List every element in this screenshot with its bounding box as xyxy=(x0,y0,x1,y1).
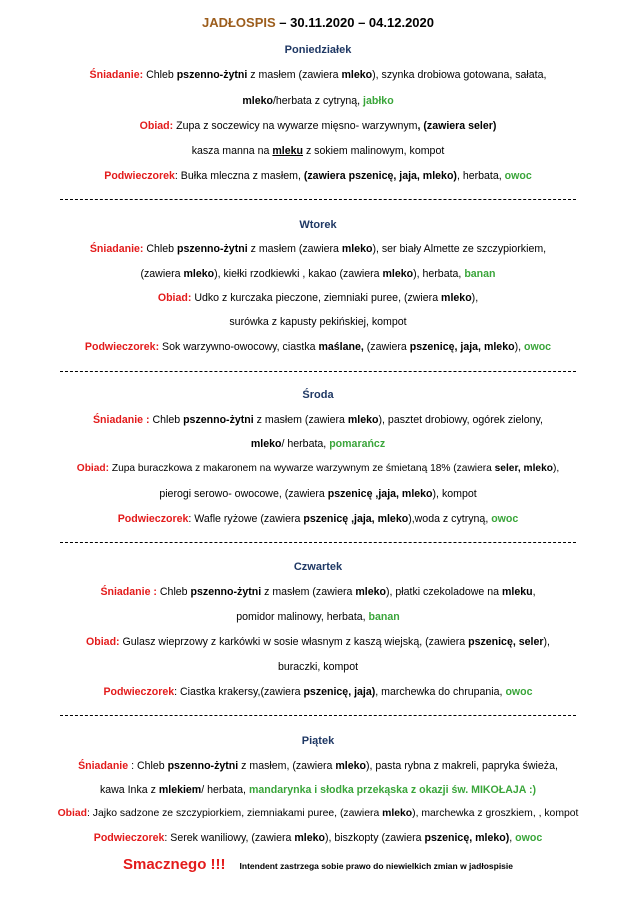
title-dates: – 30.11.2020 – 04.12.2020 xyxy=(275,15,434,30)
day-heading-wednesday: Środa xyxy=(302,389,334,401)
page-title xyxy=(0,14,636,32)
monday-lunch-line-1: Obiad: Zupa z soczewicy na wywarze mięsno- warzywnym, (zawiera seler) xyxy=(139,120,497,132)
tuesday-breakfast-line-1: Śniadanie: Chleb pszenno-żytni z masłem (zawiera mleko), ser biały Almette ze szczypiorkiem, xyxy=(89,243,547,255)
wednesday-breakfast-line-1: Śniadanie : Chleb pszenno-żytni z masłem (zawiera mleko), pasztet drobiowy, ogórek zielony, xyxy=(92,414,543,426)
thursday-breakfast-line-2: pomidor malinowy, herbata, banan xyxy=(236,611,400,623)
friday-breakfast-line-1: Śniadanie : Chleb pszenno-żytni z masłem, (zawiera mleko), pasta rybna z makreli, papryka świeża, xyxy=(78,760,558,772)
wednesday-breakfast-line-2: mleko/ herbata, pomarańcz xyxy=(250,438,386,450)
monday-snack-line: Podwieczorek: Bułka mleczna z masłem, (zawiera pszenicę, jaja, mleko), herbata, owoc xyxy=(104,170,532,182)
friday-breakfast-line-2: kawa Inka z mlekiem/ herbata, mandarynka i słodka przekąska z okazji św. MIKOŁAJA :) xyxy=(99,784,537,796)
day-heading-thursday: Czwartek xyxy=(293,561,343,573)
monday-breakfast-line-2: mleko/herbata z cytryną, jabłko xyxy=(242,95,394,107)
tuesday-lunch-line-2: surówka z kapusty pekińskiej, kompot xyxy=(229,316,407,328)
footer xyxy=(0,856,636,874)
title-brand: JADŁOSPIS xyxy=(201,15,276,30)
tuesday-snack-line: Podwieczorek: Sok warzywno-owocowy, ciastka maślane, (zawiera pszenicę, jaja, mleko), owoc xyxy=(84,341,552,353)
thursday-breakfast-line-1: Śniadanie : Chleb pszenno-żytni z masłem (zawiera mleko), płatki czekoladowe na mleku, xyxy=(100,586,536,598)
divider xyxy=(60,371,576,372)
thursday-lunch-line-2: buraczki, kompot xyxy=(277,661,359,673)
wednesday-lunch-line-2: pierogi serowo- owocowe, (zawiera pszenicę ,jaja, mleko), kompot xyxy=(159,488,477,500)
day-heading-friday: Piątek xyxy=(301,735,335,747)
footer-note: Intendent zastrzega sobie prawo do niewielkich zmian w jadłospisie xyxy=(239,861,513,871)
day-heading-tuesday: Wtorek xyxy=(299,219,337,231)
monday-lunch-line-2: kasza manna na mleku z sokiem malinowym, kompot xyxy=(191,145,445,157)
monday-breakfast-line-1: Śniadanie: Chleb pszenno-żytni z masłem (zawiera mleko), szynka drobiowa gotowana, sałata, xyxy=(89,69,547,81)
divider xyxy=(60,542,576,543)
divider xyxy=(60,199,576,200)
day-heading-monday: Poniedziałek xyxy=(284,44,352,56)
thursday-snack-line: Podwieczorek: Ciastka krakersy,(zawiera pszenicę, jaja), marchewka do chrupania, owoc xyxy=(103,686,533,698)
friday-lunch-line: Obiad: Jajko sadzone ze szczypiorkiem, ziemniakami puree, (zawiera mleko), marchewka z groszkiem, , kompot xyxy=(57,808,579,819)
wednesday-snack-line: Podwieczorek: Wafle ryżowe (zawiera pszenicę ,jaja, mleko),woda z cytryną, owoc xyxy=(117,513,519,525)
wednesday-lunch-line-1: Obiad: Zupa buraczkowa z makaronem na wywarze warzywnym ze śmietaną 18% (zawiera seler, mleko), xyxy=(76,463,560,474)
tuesday-breakfast-line-2: (zawiera mleko), kiełki rzodkiewki , kakao (zawiera mleko), herbata, banan xyxy=(140,268,496,280)
smacznego-text: Smacznego !!! xyxy=(123,856,226,873)
friday-snack-line: Podwieczorek: Serek waniliowy, (zawiera mleko), biszkopty (zawiera pszenicę, mleko), owoc xyxy=(93,832,543,844)
thursday-lunch-line-1: Obiad: Gulasz wieprzowy z karkówki w sosie własnym z kaszą wiejską, (zawiera pszenicę, seler), xyxy=(86,636,550,648)
divider xyxy=(60,715,576,716)
tuesday-lunch-line-1: Obiad: Udko z kurczaka pieczone, ziemniaki puree, (zwiera mleko), xyxy=(157,292,479,304)
